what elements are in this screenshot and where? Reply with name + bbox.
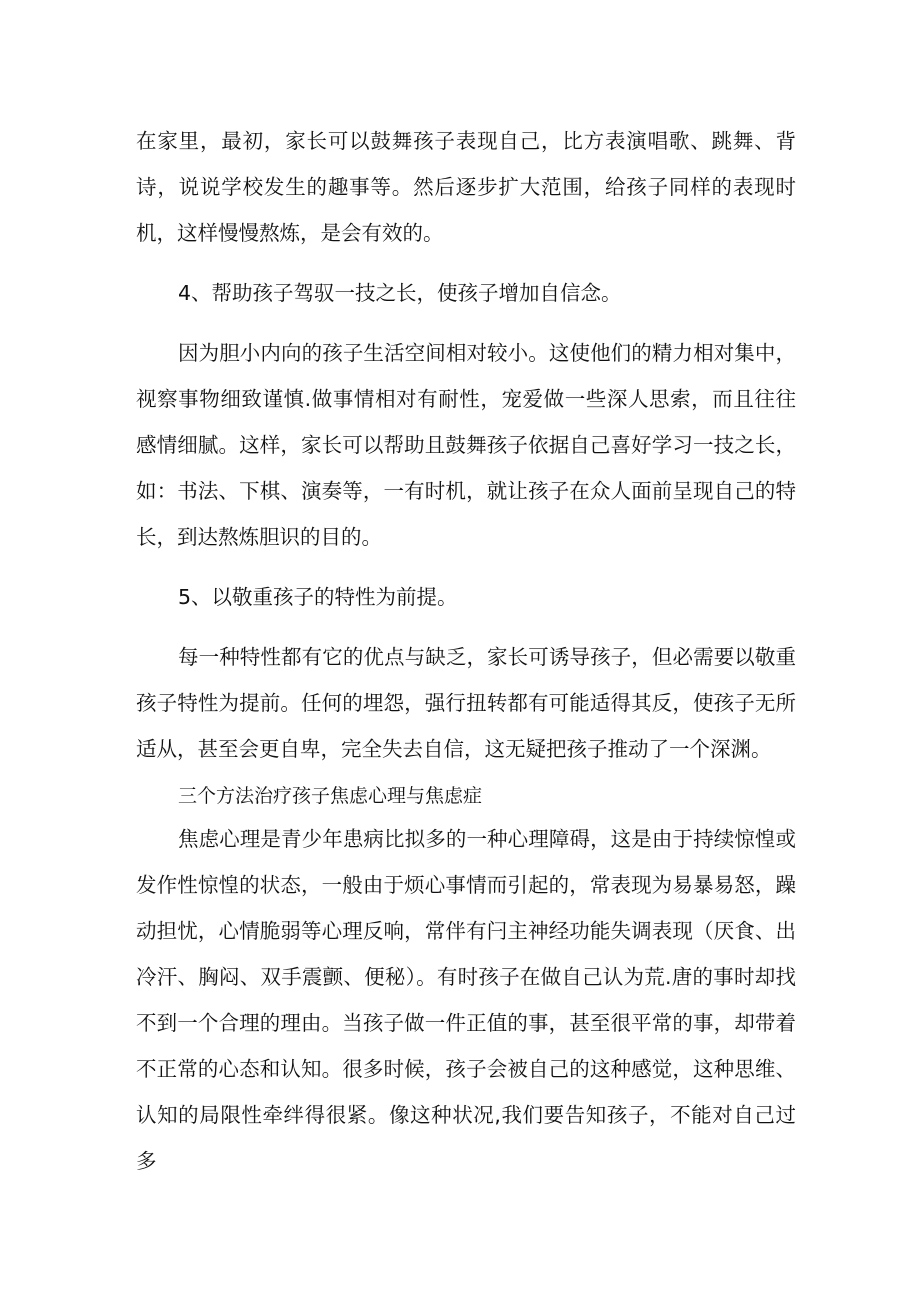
paragraph-2: 因为胆小内向的孩子生活空间相对较小。这使他们的精力相对集中，视察事物细致谨慎.做事情相对有耐性，宠爱做一些深人思索，而且往往感情细腻。这样，家长可以帮助且鼓舞孩子依据自己喜好学习一技之长，如：书法、下棋、演奏等，一有时机，就让孩子在众人面前呈现自己的特长，到达熬炼胆识的目的。 (136, 341, 796, 549)
paragraph-3: 每一种特性都有它的优点与缺乏，家长可诱导孩子，但必需要以敬重孩子特性为提前。任何的埋怨，强行扭转都有可能适得其反，使孩子无所适从，甚至会更自卑，完全失去自信，这无疑把孩子推动了一个深渊。 (136, 645, 796, 761)
article-subtitle: 三个方法治疗孩子焦虑心理与焦虑症 (178, 785, 483, 807)
section-heading-5: 5、以敬重孩子的特性为前提。 (178, 585, 458, 609)
paragraph-1: 在家里，最初，家长可以鼓舞孩子表现自己，比方表演唱歌、跳舞、背诗，说说学校发生的趣事等。然后逐步扩大范围，给孩子同样的表现时机，这样慢慢熬炼，是会有效的。 (136, 129, 796, 245)
document-body (136, 118, 796, 1184)
spacer (136, 560, 796, 574)
spacer (136, 256, 796, 270)
section-heading-4: 4、帮助孩子驾驭一技之长，使孩子增加自信念。 (178, 281, 622, 305)
spacer (136, 316, 796, 330)
spacer (136, 620, 796, 634)
paragraph-4: 焦虑心理是青少年患病比拟多的一种心理障碍，这是由于持续惊惶或发作性惊惶的状态，一般由于烦心事情而引起的，常表现为易暴易怒，躁动担忧，心情脆弱等心理反响，常伴有闩主神经功能失调表现（厌食、出冷汗、胸闷、双手震颤、便秘）。有时孩子在做自己认为荒.唐的事时却找不到一个合理的理由。当孩子做一件正值的事，甚至很平常的事，却带着不正常的心态和认知。很多时候，孩子会被自己的这种感觉，这种思维、认知的局限性牵绊得很紧。像这种状况,我们要告知孩子，不能对自己过多 (136, 827, 796, 1173)
